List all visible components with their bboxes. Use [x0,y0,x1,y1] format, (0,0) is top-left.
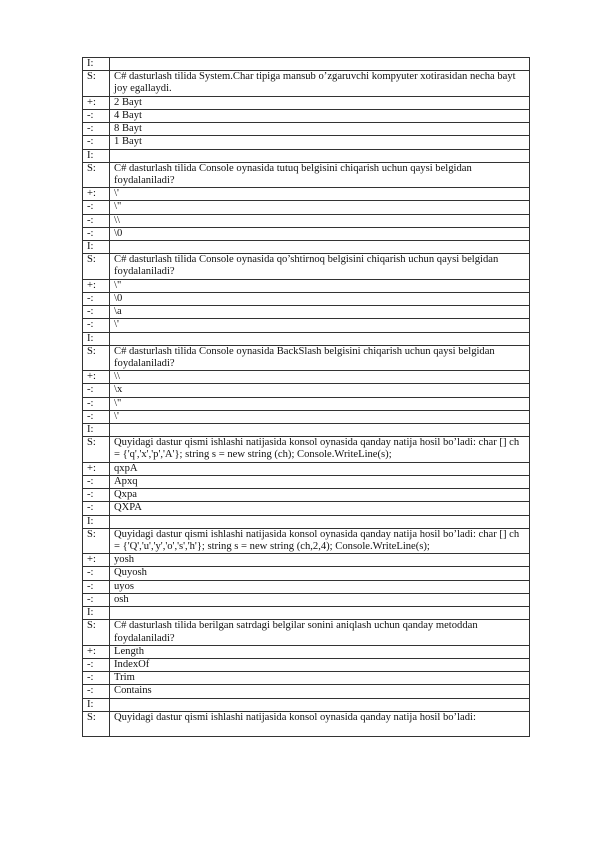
table-row [83,227,530,240]
table-row [83,58,530,71]
row-marker: S: [83,711,110,737]
row-marker: +: [83,96,110,109]
answer-option: yosh [110,554,530,567]
table-row [83,332,530,345]
answer-option: 2 Bayt [110,96,530,109]
item-separator [110,424,530,437]
answer-option: Quyosh [110,567,530,580]
row-marker: S: [83,437,110,463]
table-row [83,410,530,423]
row-marker: +: [83,462,110,475]
answer-option: \a [110,306,530,319]
table-row [83,149,530,162]
row-marker: -: [83,123,110,136]
row-marker: I: [83,698,110,711]
row-marker: +: [83,645,110,658]
table-row [83,659,530,672]
table-row [83,254,530,280]
answer-option: \' [110,188,530,201]
item-separator [110,241,530,254]
table-row [83,711,530,737]
question-text: C# dasturlash tilida Console oynasida qo’shtirnoq belgisini chiqarish uchun qaysi belgidan foydalaniladi? [110,254,530,280]
table-row [83,593,530,606]
table-row [83,515,530,528]
answer-option: 8 Bayt [110,123,530,136]
answer-option: \0 [110,292,530,305]
answer-option: Apxq [110,475,530,488]
row-marker: S: [83,71,110,97]
row-marker: I: [83,58,110,71]
answer-option: \' [110,319,530,332]
question-text: C# dasturlash tilida Console oynasida BackSlash belgisini chiqarish uchun qaysi belgidan foydalaniladi? [110,345,530,371]
row-marker: I: [83,515,110,528]
row-marker: -: [83,580,110,593]
row-marker: S: [83,620,110,646]
table-row [83,397,530,410]
row-marker: S: [83,254,110,280]
answer-option: Contains [110,685,530,698]
table-row [83,424,530,437]
answer-option: 4 Bayt [110,109,530,122]
answer-option: osh [110,593,530,606]
answer-option: Qxpa [110,489,530,502]
answer-option: \" [110,279,530,292]
table-row [83,698,530,711]
row-marker: -: [83,292,110,305]
question-text: C# dasturlash tilida System.Char tipiga mansub o’zgaruvchi kompyuter xotirasidan necha bayt joy egallaydi. [110,71,530,97]
table-row [83,567,530,580]
quiz-table [82,57,530,737]
row-marker: -: [83,397,110,410]
table-row [83,502,530,515]
row-marker: +: [83,371,110,384]
answer-option: \" [110,201,530,214]
table-row [83,371,530,384]
row-marker: -: [83,567,110,580]
row-marker: -: [83,593,110,606]
row-marker: -: [83,410,110,423]
question-text: Quyidagi dastur qismi ishlashi natijasida konsol oynasida qanday natija hosil bo’ladi: char [] ch = {'Q','u','y','o','s','h'}; string s = new string (ch,2,4); Console.WriteLine(s); [110,528,530,554]
answer-option: Trim [110,672,530,685]
table-row [83,645,530,658]
row-marker: +: [83,279,110,292]
answer-option: \0 [110,227,530,240]
answer-option: qxpA [110,462,530,475]
row-marker: -: [83,475,110,488]
row-marker: S: [83,345,110,371]
table-row [83,528,530,554]
table-row [83,279,530,292]
row-marker: -: [83,201,110,214]
row-marker: I: [83,424,110,437]
table-row [83,607,530,620]
table-row [83,71,530,97]
table-row [83,554,530,567]
row-marker: I: [83,332,110,345]
table-row [83,96,530,109]
answer-option: \" [110,397,530,410]
row-marker: -: [83,227,110,240]
row-marker: +: [83,554,110,567]
table-row [83,162,530,188]
table-row [83,188,530,201]
table-row [83,109,530,122]
table-row [83,437,530,463]
table-row [83,241,530,254]
table-row [83,319,530,332]
answer-option: \\ [110,371,530,384]
question-text: C# dasturlash tilida Console oynasida tutuq belgisini chiqarish uchun qaysi belgidan foydalaniladi? [110,162,530,188]
row-marker: -: [83,685,110,698]
answer-option: QXPA [110,502,530,515]
row-marker: S: [83,528,110,554]
item-separator [110,149,530,162]
item-separator [110,607,530,620]
row-marker: -: [83,109,110,122]
row-marker: -: [83,672,110,685]
row-marker: -: [83,214,110,227]
table-row [83,620,530,646]
item-separator [110,515,530,528]
table-row [83,685,530,698]
answer-option: Length [110,645,530,658]
table-row [83,462,530,475]
question-text: Quyidagi dastur qismi ishlashi natijasida konsol oynasida qanday natija hosil bo’ladi: [110,711,530,737]
answer-option: \' [110,410,530,423]
item-separator [110,698,530,711]
item-separator [110,332,530,345]
row-marker: -: [83,306,110,319]
row-marker: I: [83,149,110,162]
table-row [83,475,530,488]
row-marker: -: [83,659,110,672]
row-marker: S: [83,162,110,188]
row-marker: +: [83,188,110,201]
row-marker: I: [83,241,110,254]
table-row [83,580,530,593]
question-text: Quyidagi dastur qismi ishlashi natijasida konsol oynasida qanday natija hosil bo’ladi: char [] ch = {'q','x','p','A'}; string s = new string (ch); Console.WriteLine(s); [110,437,530,463]
answer-option: \\ [110,214,530,227]
row-marker: -: [83,384,110,397]
table-row [83,292,530,305]
row-marker: -: [83,136,110,149]
table-row [83,672,530,685]
table-row [83,201,530,214]
table-row [83,489,530,502]
answer-option: uyos [110,580,530,593]
answer-option: 1 Bayt [110,136,530,149]
question-text: C# dasturlash tilida berilgan satrdagi belgilar sonini aniqlash uchun qanday metoddan foydalaniladi? [110,620,530,646]
table-row [83,345,530,371]
answer-option: IndexOf [110,659,530,672]
quiz-table-body [83,58,530,737]
answer-option: \x [110,384,530,397]
row-marker: -: [83,489,110,502]
table-row [83,123,530,136]
table-row [83,136,530,149]
row-marker: I: [83,607,110,620]
table-row [83,306,530,319]
table-row [83,214,530,227]
row-marker: -: [83,502,110,515]
item-separator [110,58,530,71]
row-marker: -: [83,319,110,332]
table-row [83,384,530,397]
